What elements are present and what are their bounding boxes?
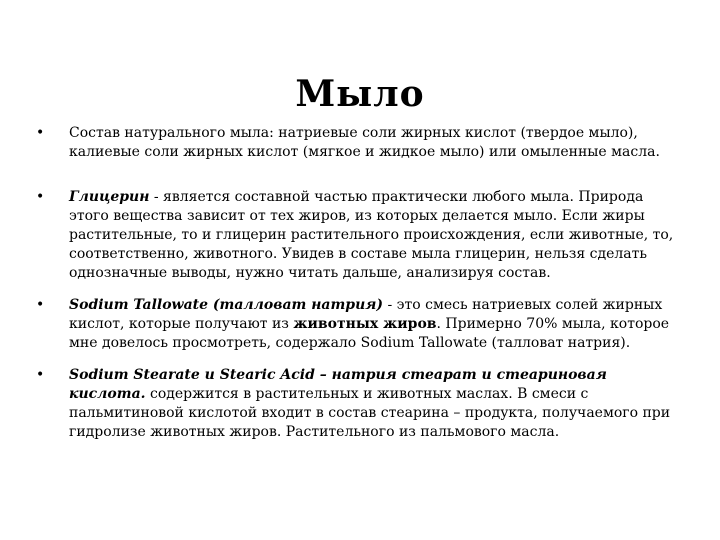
slide-title: Мыло bbox=[295, 73, 425, 116]
bullet-item-composition bbox=[36, 124, 686, 162]
term-sodium-stearate: Sodium Stearate и Stearic Acid – натрия стеарат и стеариновая кислота. bbox=[69, 367, 607, 402]
bullet-list bbox=[36, 124, 686, 455]
bullet-text: . Примерно 70% мыла, которое мне довелось просмотреть, содержало Sodium Tallowate (талловат натрия). bbox=[69, 316, 670, 351]
bullet-icon: • bbox=[36, 125, 45, 141]
term-glycerin: Глицерин bbox=[69, 189, 150, 205]
bullet-text: Состав натурального мыла: натриевые соли жирных кислот (твердое мыло), калиевые соли жирных кислот (мягкое и жидкое мыло) или омыленные масла. bbox=[69, 125, 660, 160]
bullet-item-tallowate bbox=[36, 296, 686, 353]
bullet-icon: • bbox=[36, 297, 45, 313]
term-sodium-tallowate: Sodium Tallowate (талловат натрия) bbox=[69, 297, 384, 313]
bullet-icon: • bbox=[36, 189, 45, 205]
emphasis-animal-fats: животных жиров bbox=[293, 316, 437, 332]
bullet-text: - является составной частью практически любого мыла. Природа этого вещества зависит от тех жиров, из которых делается мыло. Если жиры растительные, то и глицерин растительного происхождения, если животные, то, соответственно, животного. Увидев в составе мыла глицерин, нельзя сделать однозначные выводы, нужно читать дальше, анализируя состав. bbox=[69, 189, 674, 281]
bullet-item-stearate bbox=[36, 366, 686, 442]
bullet-icon: • bbox=[36, 367, 45, 383]
bullet-item-glycerin bbox=[36, 188, 686, 283]
bullet-text: содержится в растительных и животных маслах. В смеси с пальмитиновой кислотой входит в состав стеарина – продукта, получаемого при гидролизе животных жиров. Растительного из пальмового масла. bbox=[69, 386, 671, 440]
bullet-text: - это смесь натриевых солей жирных кислот, которые получают из bbox=[69, 297, 663, 332]
